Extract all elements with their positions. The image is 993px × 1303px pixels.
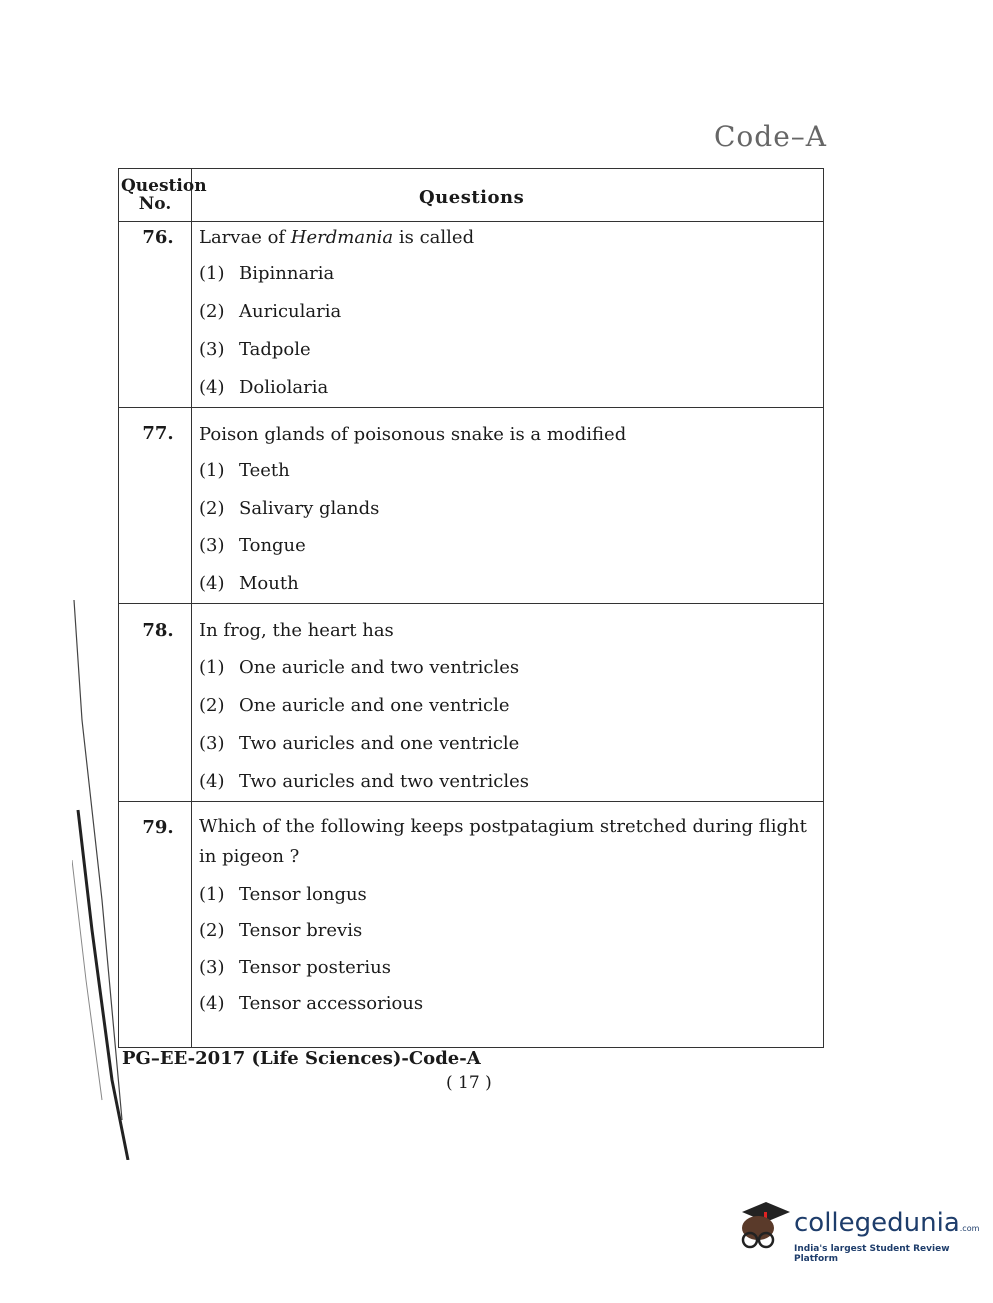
option-3: (3) Two auricles and one ventricle [199,733,520,754]
question-text: Poison glands of poisonous snake is a modified [199,424,627,445]
question-number: 76. [142,227,174,248]
logo-tagline: India's largest Student Review Platform [794,1244,950,1264]
option-4: (4) Two auricles and two ventricles [199,771,529,792]
page-number: ( 17 ) [446,1073,492,1093]
question-number: 78. [142,620,174,641]
option-2: (2) One auricle and one ventricle [199,695,510,716]
option-3: (3) Tensor posterius [199,957,391,978]
collegedunia-logo [736,1198,980,1264]
question-number: 79. [142,817,174,838]
logo-wordmark: collegedunia.com [794,1208,980,1238]
option-1: (1) One auricle and two ventricles [199,657,520,678]
scan-edge-shadow [72,600,132,1160]
question-number: 77. [142,423,174,444]
option-2: (2) Auricularia [199,301,342,322]
header-no-line2: No. [138,194,172,214]
option-2: (2) Salivary glands [199,498,380,519]
row-divider [119,407,823,408]
header-questions: Questions [419,187,525,208]
row-divider [119,801,823,802]
option-3: (3) Tongue [199,535,306,556]
exam-code-footer: PG–EE-2017 (Life Sciences)-Code-A [122,1048,481,1069]
species-name: Herdmania [290,227,394,248]
question-table [118,168,824,1048]
option-1: (1) Teeth [199,460,290,481]
header-question-no [121,176,207,214]
student-mascot-icon [736,1198,792,1254]
option-1: (1) Tensor longus [199,884,367,905]
question-text: Which of the following keeps postpatagium stretched during flight in pigeon ? [199,816,807,867]
code-label: Code–A [714,120,827,153]
question-text: In frog, the heart has [199,620,394,641]
option-2: (2) Tensor brevis [199,920,363,941]
option-4: (4) Tensor accessorious [199,993,424,1014]
column-divider [191,169,192,1047]
row-divider [119,603,823,604]
header-no-line1: Question [121,176,207,196]
question-text: Larvae of Herdmania is called [199,227,475,248]
option-3: (3) Tadpole [199,339,311,360]
option-4: (4) Doliolaria [199,377,329,398]
header-divider [119,221,823,222]
option-1: (1) Bipinnaria [199,263,335,284]
option-4: (4) Mouth [199,573,299,594]
